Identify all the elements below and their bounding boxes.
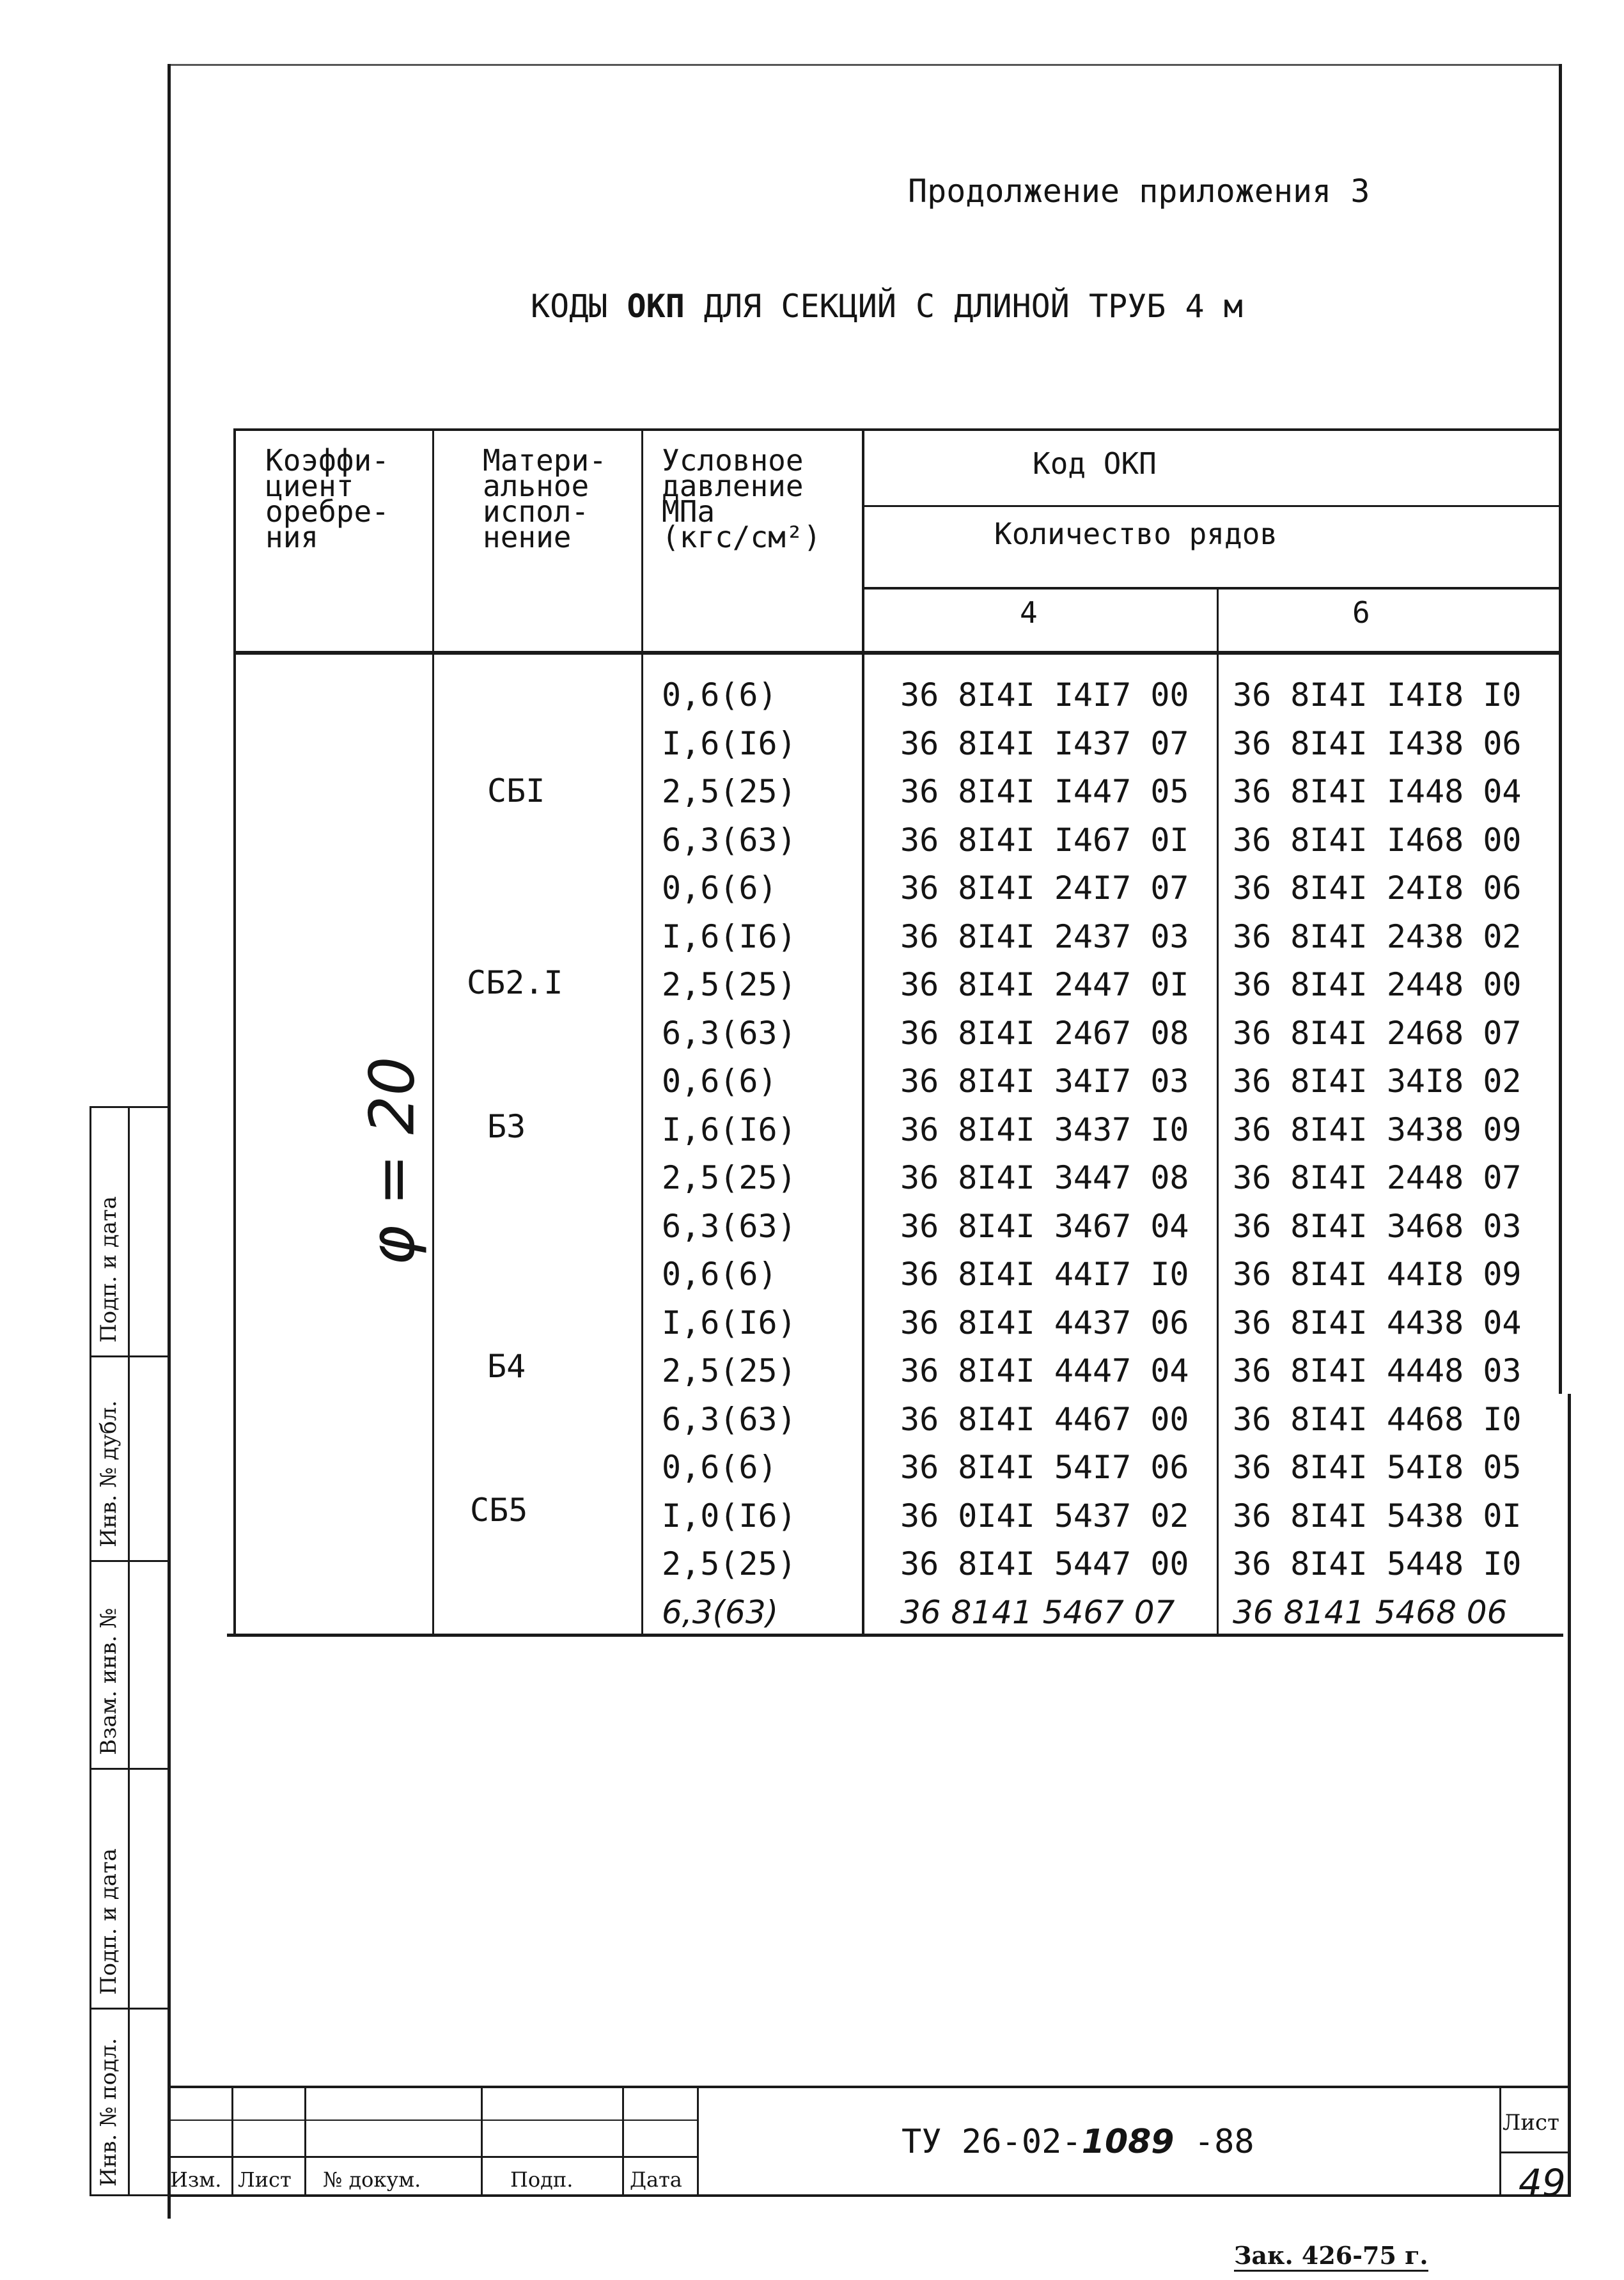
code-6-rows-cell: 36 8I4I I4I8 I0	[1233, 676, 1522, 714]
pressure-cell: 0,6(6)	[662, 1449, 777, 1486]
frame-right-border-lower	[1568, 1394, 1571, 2196]
sheet-number: 49	[1519, 2161, 1566, 2205]
code-4-rows-cell: 36 8I4I 4437 06	[900, 1304, 1189, 1341]
code-4-rows-cell: 36 8I4I 4447 04	[900, 1352, 1189, 1389]
code-4-rows-cell: 36 8I4I 2467 08	[900, 1014, 1189, 1052]
pressure-cell: 2,5(25)	[662, 1159, 797, 1196]
material-sb5: СБ5	[470, 1492, 528, 1529]
code-4-rows-cell: 36 8I4I 4467 00	[900, 1400, 1189, 1438]
pressure-cell: 2,5(25)	[662, 773, 797, 810]
code-6-rows-cell: 36 8I4I 3468 03	[1233, 1207, 1522, 1245]
code-6-rows-cell: 36 8I4I 3438 09	[1233, 1111, 1522, 1148]
pressure-cell: 6,3(63)	[662, 1014, 797, 1052]
pressure-cell: 6,3(63)	[662, 1207, 797, 1245]
code-6-rows-cell: 36 8I4I I468 00	[1233, 821, 1522, 859]
col-material-header: Матери- альное испол- нение	[483, 443, 607, 554]
code-4-rows-cell: 36 8I4I 2447 0I	[900, 966, 1189, 1003]
code-6-rows-cell: 36 8I4I 5438 0I	[1233, 1497, 1522, 1534]
frame-left-border	[168, 64, 171, 2219]
stamp-sign-date-1: Подп. и дата	[96, 1848, 121, 1995]
frame-right-border	[1559, 64, 1562, 1394]
material-sb1: СБI	[487, 772, 545, 809]
document-designation: ТУ 26-02-1089 -88	[902, 2123, 1254, 2161]
material-sb2-1: СБ2.I	[467, 964, 563, 1001]
rows-6-header: 6	[1352, 595, 1370, 630]
code-6-rows-cell: 36 8I4I 54I8 05	[1233, 1449, 1522, 1486]
pressure-cell: I,0(I6)	[662, 1497, 797, 1534]
code-6-rows-cell: 36 8I4I 2438 02	[1233, 917, 1522, 955]
code-4-rows-cell: 36 8I4I I437 07	[900, 724, 1189, 762]
code-6-rows-cell: 36 8I4I 4448 03	[1233, 1352, 1522, 1389]
tb-doc-no: № докум.	[323, 2167, 421, 2192]
tb-date: Дата	[630, 2167, 682, 2192]
code-4-rows-cell: 36 8I4I I467 0I	[900, 821, 1189, 859]
appendix-continuation: Продолжение приложения 3	[908, 173, 1370, 210]
code-4-rows-cell: 36 8I4I 5447 00	[900, 1545, 1189, 1582]
code-6-rows-cell: 36 8I4I 4438 04	[1233, 1304, 1522, 1341]
pressure-cell: 6,3(63)	[662, 821, 797, 859]
page-title: КОДЫ ОКП ДЛЯ СЕКЦИЙ С ДЛИНОЙ ТРУБ 4 м	[531, 288, 1243, 325]
material-b3: Б3	[487, 1108, 526, 1145]
code-4-rows-cell: 36 8I4I I447 05	[900, 773, 1189, 810]
code-6-rows-cell: 36 8I4I 2468 07	[1233, 1014, 1522, 1052]
stamp-inv-duplicate: Инв. № дубл.	[96, 1400, 121, 1547]
code-4-rows-cell: 36 8I4I 3447 08	[900, 1159, 1189, 1196]
stamp-sign-date-2: Подп. и дата	[96, 1196, 121, 1343]
pressure-cell: 0,6(6)	[662, 870, 777, 907]
okp-code-header: Код ОКП	[1033, 446, 1157, 481]
code-6-rows-cell: 36 8I4I 2448 07	[1233, 1159, 1522, 1196]
pressure-cell: 0,6(6)	[662, 1256, 777, 1293]
pressure-cell: 6,3(63)	[662, 1593, 779, 1631]
pressure-cell: I,6(I6)	[662, 724, 797, 762]
pressure-cell: 2,5(25)	[662, 1545, 797, 1582]
tb-izm: Изм.	[170, 2167, 222, 2192]
code-6-rows-cell: 36 8I4I 5448 I0	[1233, 1545, 1522, 1582]
col-pressure-header: Условное давление МПа (кгс/см²)	[662, 443, 822, 554]
pressure-cell: I,6(I6)	[662, 917, 797, 955]
code-4-rows-cell: 36 8I4I 3467 04	[900, 1207, 1189, 1245]
fin-coefficient-value: φ = 20	[356, 1056, 428, 1266]
code-4-rows-cell: 36 8I4I 54I7 06	[900, 1449, 1189, 1486]
code-6-rows-cell: 36 8141 5468 06	[1233, 1593, 1508, 1631]
code-6-rows-cell: 36 8I4I 4468 I0	[1233, 1400, 1522, 1438]
rows-4-header: 4	[1020, 595, 1038, 630]
code-6-rows-cell: 36 8I4I I448 04	[1233, 773, 1522, 810]
pressure-cell: I,6(I6)	[662, 1111, 797, 1148]
code-4-rows-cell: 36 0I4I 5437 02	[900, 1497, 1189, 1534]
stamp-inv-original: Инв. № подл.	[96, 2038, 121, 2187]
pressure-cell: 2,5(25)	[662, 966, 797, 1003]
pressure-cell: 6,3(63)	[662, 1400, 797, 1438]
code-6-rows-cell: 36 8I4I I438 06	[1233, 724, 1522, 762]
code-4-rows-cell: 36 8I4I 24I7 07	[900, 870, 1189, 907]
pressure-cell: 0,6(6)	[662, 1063, 777, 1100]
rows-count-header: Количество рядов	[994, 517, 1278, 551]
print-order-number: Зак. 426-75 г.	[1234, 2241, 1428, 2272]
pressure-cell: I,6(I6)	[662, 1304, 797, 1341]
pressure-cell: 2,5(25)	[662, 1352, 797, 1389]
tb-list: Лист	[238, 2167, 292, 2192]
frame-top-border	[168, 64, 1561, 66]
pressure-cell: 0,6(6)	[662, 676, 777, 714]
material-b4: Б4	[487, 1348, 526, 1385]
col-fin-coefficient-header: Коэффи- циент оребре- ния	[265, 443, 389, 554]
code-6-rows-cell: 36 8I4I 34I8 02	[1233, 1063, 1522, 1100]
stamp-replace-inv: Взам. инв. №	[96, 1607, 121, 1755]
code-6-rows-cell: 36 8I4I 2448 00	[1233, 966, 1522, 1003]
code-4-rows-cell: 36 8I4I 44I7 I0	[900, 1256, 1189, 1293]
code-4-rows-cell: 36 8I4I 34I7 03	[900, 1063, 1189, 1100]
code-4-rows-cell: 36 8I4I 2437 03	[900, 917, 1189, 955]
code-6-rows-cell: 36 8I4I 44I8 09	[1233, 1256, 1522, 1293]
tb-signature: Подп.	[510, 2167, 574, 2192]
sheet-label: Лист	[1503, 2110, 1559, 2136]
code-4-rows-cell: 36 8I4I I4I7 00	[900, 676, 1189, 714]
code-6-rows-cell: 36 8I4I 24I8 06	[1233, 870, 1522, 907]
code-4-rows-cell: 36 8I4I 3437 I0	[900, 1111, 1189, 1148]
code-4-rows-cell: 36 8141 5467 07	[900, 1593, 1175, 1631]
